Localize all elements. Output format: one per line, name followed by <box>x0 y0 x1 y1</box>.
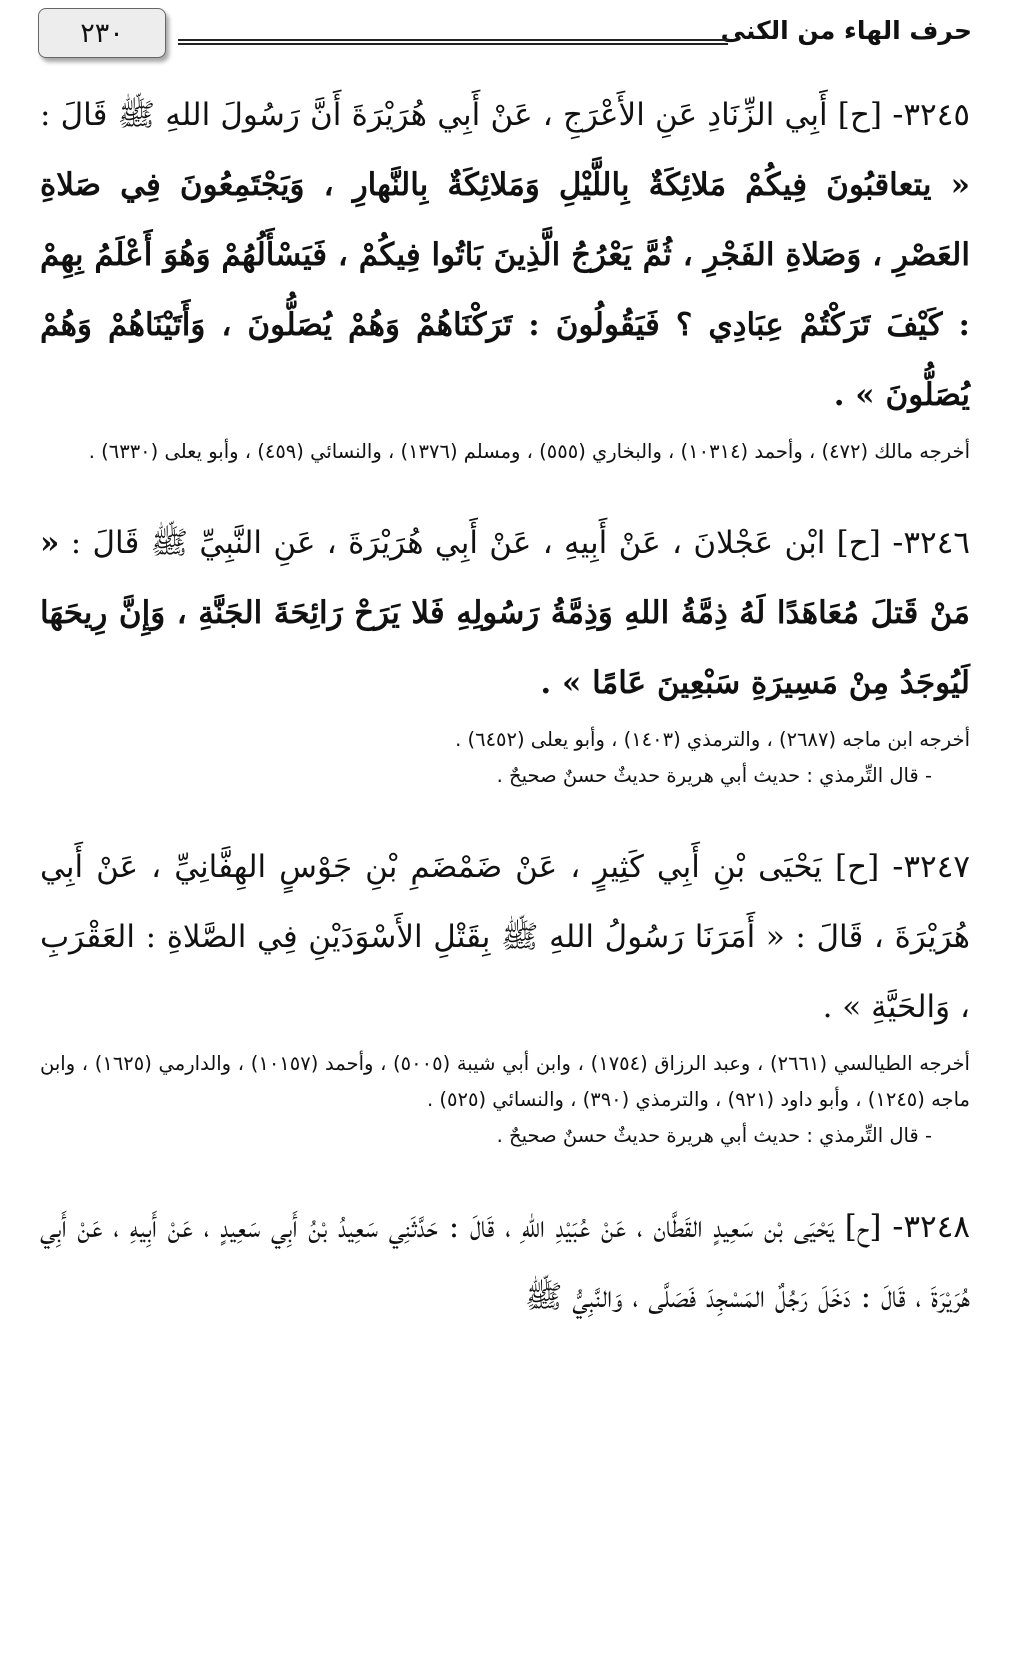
running-title: حرف الهاء من الكنى <box>720 16 972 45</box>
hadith-isnad: [ح] يَحْيَى بْن سَعِيدٍ القَطَّان ، عَنْ عُبَيْدِ اللهِ ، قَالَ : حَدَّثَنِي سَعِيدُ بْنُ أَبِي سَعِيدٍ ، عَنْ أَبِيهِ ، عَنْ أَبِي هُرَيْرَةَ ، قَالَ : دَخَلَ رَجُلٌ المَسْجِدَ فَصَلَّى ، وَالنَّبِيُّ ﷺ <box>40 1209 970 1315</box>
hadith-grading-note: - قال التِّرمذي : حديث أبي هريرة حديثٌ حسنٌ صحيحٌ . <box>496 1124 932 1147</box>
hadith-takhrij: أخرجه ابن ماجه (٢٦٨٧) ، والترمذي (١٤٠٣) ، وأبو يعلى (٦٤٥٢) . <box>455 728 970 751</box>
hadith-takhrij: أخرجه الطيالسي (٢٦٦١) ، وعبد الرزاق (١٧٥٤) ، وابن أبي شيبة (٥٠٠٥) ، وأحمد (١٠١٥٧) ، والدارمي (١٦٢٥) ، وابن ماجه (١٢٤٥) ، وأبو داود (٩٢١) ، والترمذي (٣٩٠) ، والنسائي (٥٢٥) . <box>40 1052 970 1111</box>
hadith-matn: « يتعاقبُونَ فِيكُمْ مَلائِكَةٌ بِاللَّيْلِ وَمَلائِكَةٌ بِالنَّهارِ ، وَيَجْتَمِعُونَ فِي صَلاةِ العَصْرِ ، وَصَلاةِ الفَجْرِ ، ثُمَّ يَعْرُجُ الَّذِينَ بَاتُوا فِيكُمْ ، فَيَسْأَلُهُمْ وَهُوَ أَعْلَمُ بِهِمْ : كَيْفَ تَرَكْتُمْ عِبَادِي ؟ فَيَقُولُونَ : تَرَكْنَاهُمْ وَهُمْ يُصَلُّونَ ، وَأَتَيْنَاهُمْ وَهُمْ يُصَلُّونَ » . <box>40 167 970 413</box>
hadith-isnad: [ح] ابْن عَجْلانَ ، عَنْ أَبِيهِ ، عَنْ أَبِي هُرَيْرَةَ ، عَنِ النَّبِيِّ ﷺ قَالَ : <box>70 525 881 561</box>
hadith-entry <box>40 508 970 718</box>
hadith-number: ٣٢٤٦- <box>892 525 970 561</box>
page-body <box>40 80 970 1332</box>
hadith-takhrij: أخرجه مالك (٤٧٢) ، وأحمد (١٠٣١٤) ، والبخاري (٥٥٥) ، ومسلم (١٣٧٦) ، والنسائي (٤٥٩) ، وأبو يعلى (٦٣٣٠) . <box>88 440 970 463</box>
hadith-number: ٣٢٤٨- <box>892 1209 970 1245</box>
hadith-number: ٣٢٤٥- <box>892 97 970 133</box>
running-header <box>38 8 972 60</box>
hadith-matn: « مَنْ قَتلَ مُعَاهَدًا لَهُ ذِمَّةُ اللهِ وَذِمَّةُ رَسُولِهِ فَلا يَرَحْ رَائِحَةَ الجَنَّةِ ، وَإِنَّ رِيحَهَا لَيُوجَدُ مِنْ مَسِيرَةِ سَبْعِينَ عَامًا » . <box>40 525 970 701</box>
hadith-isnad: [ح] أَبِي الزِّنَادِ عَنِ الأَعْرَجِ ، عَنْ أَبِي هُرَيْرَةَ أَنَّ رَسُولَ اللهِ ﷺ قَالَ : <box>40 97 883 133</box>
hadith-number: ٣٢٤٧- <box>892 849 970 885</box>
hadith-grading-note: - قال التِّرمذي : حديث أبي هريرة حديثٌ حسنٌ صحيحٌ . <box>496 764 932 787</box>
page-number: ٢٣٠ <box>38 8 166 58</box>
hadith-entry <box>40 1192 970 1332</box>
hadith-entry <box>40 832 970 1042</box>
hadith-isnad: [ح] يَحْيَى بْنِ أَبِي كَثِيرٍ ، عَنْ ضَمْضَمِ بْنِ جَوْسٍ الهِفَّانِيِّ ، عَنْ أَبِي هُرَيْرَةَ ، قَالَ : « أَمَرَنَا رَسُولُ اللهِ ﷺ بِقَتْلِ الأَسْوَدَيْنِ فِي الصَّلاةِ : العَقْرَبِ ، وَالحَيَّةِ » . <box>40 849 970 1025</box>
hadith-entry <box>40 80 970 430</box>
header-divider <box>178 39 728 45</box>
